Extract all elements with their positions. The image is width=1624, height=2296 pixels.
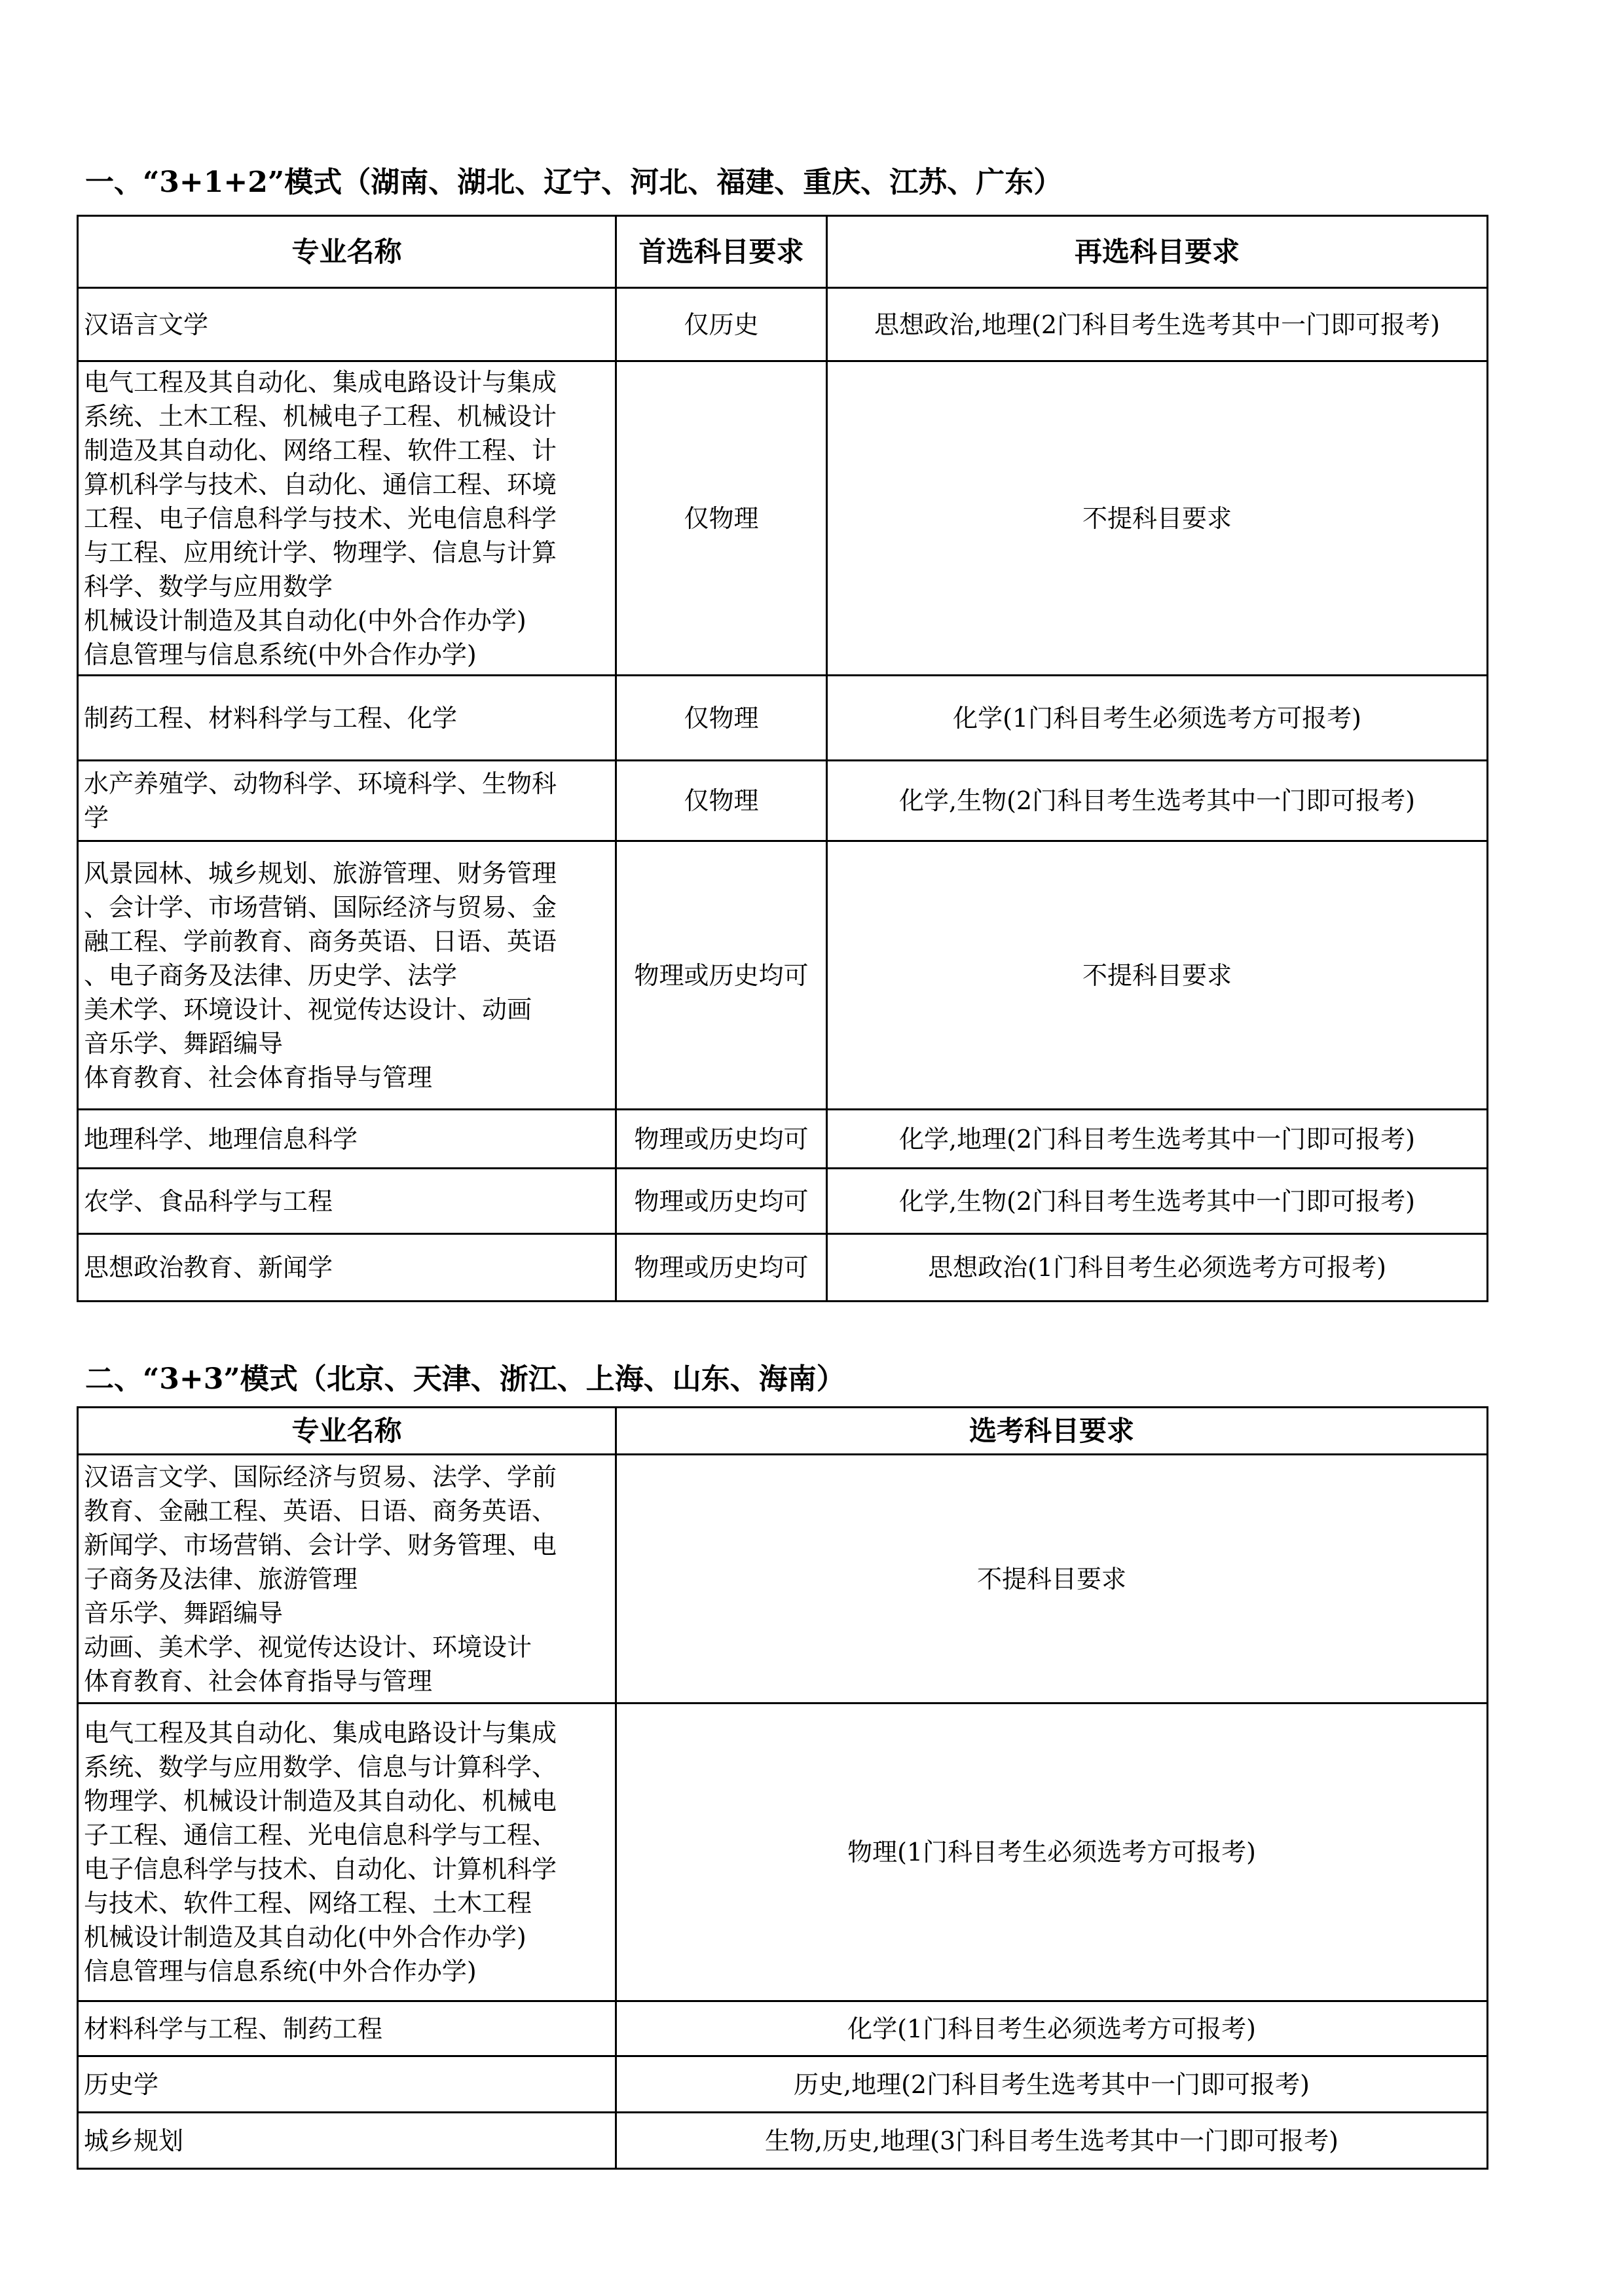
second-subject-cell: 化学,生物(2门科目考生选考其中一门即可报考) [827, 761, 1488, 841]
table-row [78, 841, 1488, 1110]
second-subject-cell: 化学,地理(2门科目考生选考其中一门即可报考) [827, 1110, 1488, 1169]
table-row [78, 361, 1488, 676]
first-subject-cell: 物理或历史均可 [616, 841, 827, 1110]
table-row [78, 1234, 1488, 1302]
major-name-cell: 水产养殖学、动物科学、环境科学、生物科 学 [78, 761, 616, 841]
major-name-cell: 汉语言文学、国际经济与贸易、法学、学前 教育、金融工程、英语、日语、商务英语、 新闻学、市场营销、会计学、财务管理、电 子商务及法律、旅游管理 音乐学、舞蹈编导 动画、美术学、视觉传达设计、环境设计 体育教育、社会体育指导与管理 [78, 1455, 616, 1704]
header-major-name: 专业名称 [78, 1408, 616, 1455]
first-subject-cell: 仅物理 [616, 676, 827, 761]
table-row [78, 1704, 1488, 2001]
second-subject-cell: 思想政治(1门科目考生必须选考方可报考) [827, 1234, 1488, 1302]
section-1-title: 一、“3+1+2”模式（湖南、湖北、辽宁、河北、福建、重庆、江苏、广东） [85, 166, 1063, 199]
table-header-row [78, 1408, 1488, 1455]
major-name-cell: 历史学 [78, 2056, 616, 2113]
major-name-cell: 材料科学与工程、制药工程 [78, 2001, 616, 2056]
first-subject-cell: 仅物理 [616, 761, 827, 841]
table-row [78, 2056, 1488, 2113]
table-3-1-2-mode [77, 215, 1488, 1302]
second-subject-cell: 不提科目要求 [827, 841, 1488, 1110]
second-subject-cell: 不提科目要求 [827, 361, 1488, 676]
major-name-cell: 制药工程、材料科学与工程、化学 [78, 676, 616, 761]
subject-requirement-cell: 化学(1门科目考生必须选考方可报考) [616, 2001, 1488, 2056]
header-second-subject: 再选科目要求 [827, 216, 1488, 288]
table-row [78, 761, 1488, 841]
first-subject-cell: 物理或历史均可 [616, 1234, 827, 1302]
major-name-cell: 思想政治教育、新闻学 [78, 1234, 616, 1302]
table-row [78, 2001, 1488, 2056]
table-3-3-mode [77, 1406, 1488, 2170]
second-subject-cell: 化学(1门科目考生必须选考方可报考) [827, 676, 1488, 761]
header-major-name: 专业名称 [78, 216, 616, 288]
table-row [78, 1110, 1488, 1169]
subject-requirement-cell: 历史,地理(2门科目考生选考其中一门即可报考) [616, 2056, 1488, 2113]
first-subject-cell: 物理或历史均可 [616, 1169, 827, 1234]
major-name-cell: 城乡规划 [78, 2113, 616, 2169]
second-subject-cell: 思想政治,地理(2门科目考生选考其中一门即可报考) [827, 288, 1488, 361]
major-name-cell: 电气工程及其自动化、集成电路设计与集成 系统、数学与应用数学、信息与计算科学、 物理学、机械设计制造及其自动化、机械电 子工程、通信工程、光电信息科学与工程、 电子信息科学与技术、自动化、计算机科学 与技术、软件工程、网络工程、土木工程 机械设计制造及其自动化(中外合作办学) 信息管理与信息系统(中外合作办学) [78, 1704, 616, 2001]
table-header-row [78, 216, 1488, 288]
major-name-cell: 汉语言文学 [78, 288, 616, 361]
subject-requirement-cell: 物理(1门科目考生必须选考方可报考) [616, 1704, 1488, 2001]
major-name-cell: 电气工程及其自动化、集成电路设计与集成 系统、土木工程、机械电子工程、机械设计 制造及其自动化、网络工程、软件工程、计 算机科学与技术、自动化、通信工程、环境 工程、电子信息科学与技术、光电信息科学 与工程、应用统计学、物理学、信息与计算 科学、数学与应用数学 机械设计制造及其自动化(中外合作办学) 信息管理与信息系统(中外合作办学) [78, 361, 616, 676]
table-row [78, 676, 1488, 761]
table-row [78, 1455, 1488, 1704]
first-subject-cell: 物理或历史均可 [616, 1110, 827, 1169]
header-subject-requirement: 选考科目要求 [616, 1408, 1488, 1455]
table-row [78, 1169, 1488, 1234]
subject-requirement-cell: 不提科目要求 [616, 1455, 1488, 1704]
subject-requirement-cell: 生物,历史,地理(3门科目考生选考其中一门即可报考) [616, 2113, 1488, 2169]
major-name-cell: 地理科学、地理信息科学 [78, 1110, 616, 1169]
first-subject-cell: 仅历史 [616, 288, 827, 361]
second-subject-cell: 化学,生物(2门科目考生选考其中一门即可报考) [827, 1169, 1488, 1234]
major-name-cell: 风景园林、城乡规划、旅游管理、财务管理 、会计学、市场营销、国际经济与贸易、金 融工程、学前教育、商务英语、日语、英语 、电子商务及法律、历史学、法学 美术学、环境设计、视觉传达设计、动画 音乐学、舞蹈编导 体育教育、社会体育指导与管理 [78, 841, 616, 1110]
table-row [78, 2113, 1488, 2169]
table-row [78, 288, 1488, 361]
header-first-subject: 首选科目要求 [616, 216, 827, 288]
first-subject-cell: 仅物理 [616, 361, 827, 676]
section-2-title: 二、“3+3”模式（北京、天津、浙江、上海、山东、海南） [85, 1362, 845, 1396]
major-name-cell: 农学、食品科学与工程 [78, 1169, 616, 1234]
